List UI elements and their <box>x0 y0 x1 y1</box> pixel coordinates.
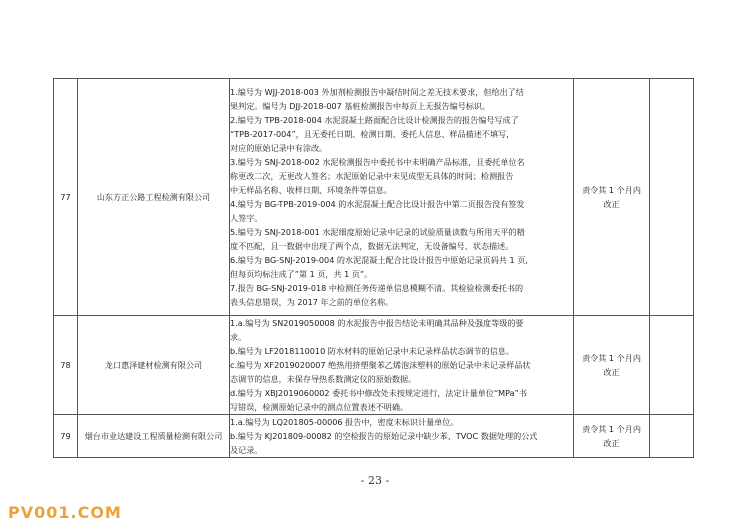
issue-line: 对应的原始记录中有涂改。 <box>230 143 328 153</box>
table-row <box>54 415 694 458</box>
issue-line: 称更改二次，无更改人签名；水泥原始记录中未见成型无具体的时间；检测报告 <box>230 171 514 181</box>
organization-name: 龙口惠泽建材检测有限公司 <box>78 316 230 415</box>
issue-line: 1.a.编号为 SN2019050008 的水泥报告中报告结论未明确其品种及强度等级的要 <box>230 318 524 328</box>
organization-name: 山东方正公路工程检测有限公司 <box>78 79 230 316</box>
issue-line: 度不匹配，且一数据中出现了两个点，数据无法判定，无设备编号、状态描述。 <box>230 241 514 251</box>
issue-description <box>230 79 574 316</box>
issue-line: 7.报告 BG-SNJ-2019-018 中检测任务传递单信息模糊不清。其检验检测委托书的 <box>230 283 524 293</box>
issue-line: 6.编号为 BG-SNJ-2019-004 的水泥混凝土配合比设计报告中原始记录页码共 1 页, <box>230 255 528 265</box>
organization-name: 烟台市业达建设工程质量检测有限公司 <box>78 415 230 458</box>
rectification-action: 责令其 1 个月内改正 <box>574 316 650 415</box>
issue-line: 1.编号为 WJJ-2018-003 外加剂检测报告中凝结时间之差无技术要求，但给出了结 <box>230 87 524 97</box>
issue-line: 1.a.编号为 LQ201805-00006 报告中，密度未标识计量单位。 <box>230 417 459 427</box>
issue-line: 5.编号为 SNJ-2018-001 水泥细度原始记录中记录的试验质量读数与所用天平的精 <box>230 227 525 237</box>
issue-description <box>230 316 574 415</box>
inspection-table <box>53 78 694 458</box>
rectification-action: 责令其 1 个月内改正 <box>574 415 650 458</box>
remarks-cell <box>650 415 694 458</box>
remarks-cell <box>650 79 694 316</box>
issue-line: d.编号为 XBJ2019060002 委托书中修改处未按规定进行，法定计量单位“MPa”书 <box>230 388 527 398</box>
row-number: 77 <box>54 79 78 316</box>
issue-line: b.编号为 LF2018110010 防水材料的原始记录中未记录样品状态调节的信息。 <box>230 346 514 356</box>
issue-line: “TPB-2017-004”，且无委托日期、检测日期、委托人信息、样品描述不填写， <box>230 129 515 139</box>
watermark-logo: PV001.COM <box>8 503 122 522</box>
issue-line: 态调节的信息，未保存导热系数测定仪的原始数据。 <box>230 374 417 384</box>
issue-line: 求。 <box>230 332 247 342</box>
table-row <box>54 79 694 316</box>
issue-line: 3.编号为 SNJ-2018-002 水泥检测报告中委托书中未明确产品标准，且委托单位名 <box>230 157 525 167</box>
issue-line: 2.编号为 TPB-2018-004 水泥混凝土路面配合比设计检测报告的报告编号写成了 <box>230 115 519 125</box>
table-body <box>54 79 694 458</box>
issue-line: 写错误，检测原始记录中的测点位置表述不明确。 <box>230 402 409 412</box>
rectification-action: 责令其 1 个月内改正 <box>574 79 650 316</box>
issue-line: 及记录。 <box>230 445 263 455</box>
issue-line: 果判定。编号为 DJJ-2018-007 基桩检测报告中每页上无报告编号标识。 <box>230 101 491 111</box>
remarks-cell <box>650 316 694 415</box>
issue-description <box>230 415 574 458</box>
issue-line: c.编号为 XF2019020007 绝热用挤塑聚苯乙烯泡沫塑料的原始记录中未记录样品状 <box>230 360 531 370</box>
issue-line: 4.编号为 BG-TPB-2019-004 的水泥混凝土配合比设计报告中第二页报告没有签发 <box>230 199 525 209</box>
issue-line: 表头信息错误，为 2017 年之前的单位名称。 <box>230 297 394 307</box>
table-row <box>54 316 694 415</box>
page-number: - 23 - <box>360 474 390 487</box>
issue-line: 中无样品名称、收样日期、环境条件等信息。 <box>230 185 392 195</box>
issue-line: b.编号为 KJ201809-00082 的空检报告的原始记录中缺少苯、TVOC 数据处理的公式 <box>230 431 538 441</box>
issue-line: 但每页均标注成了”第 1 页，共 1 页”。 <box>230 269 373 279</box>
row-number: 78 <box>54 316 78 415</box>
issue-line: 人签字。 <box>230 213 263 223</box>
row-number: 79 <box>54 415 78 458</box>
